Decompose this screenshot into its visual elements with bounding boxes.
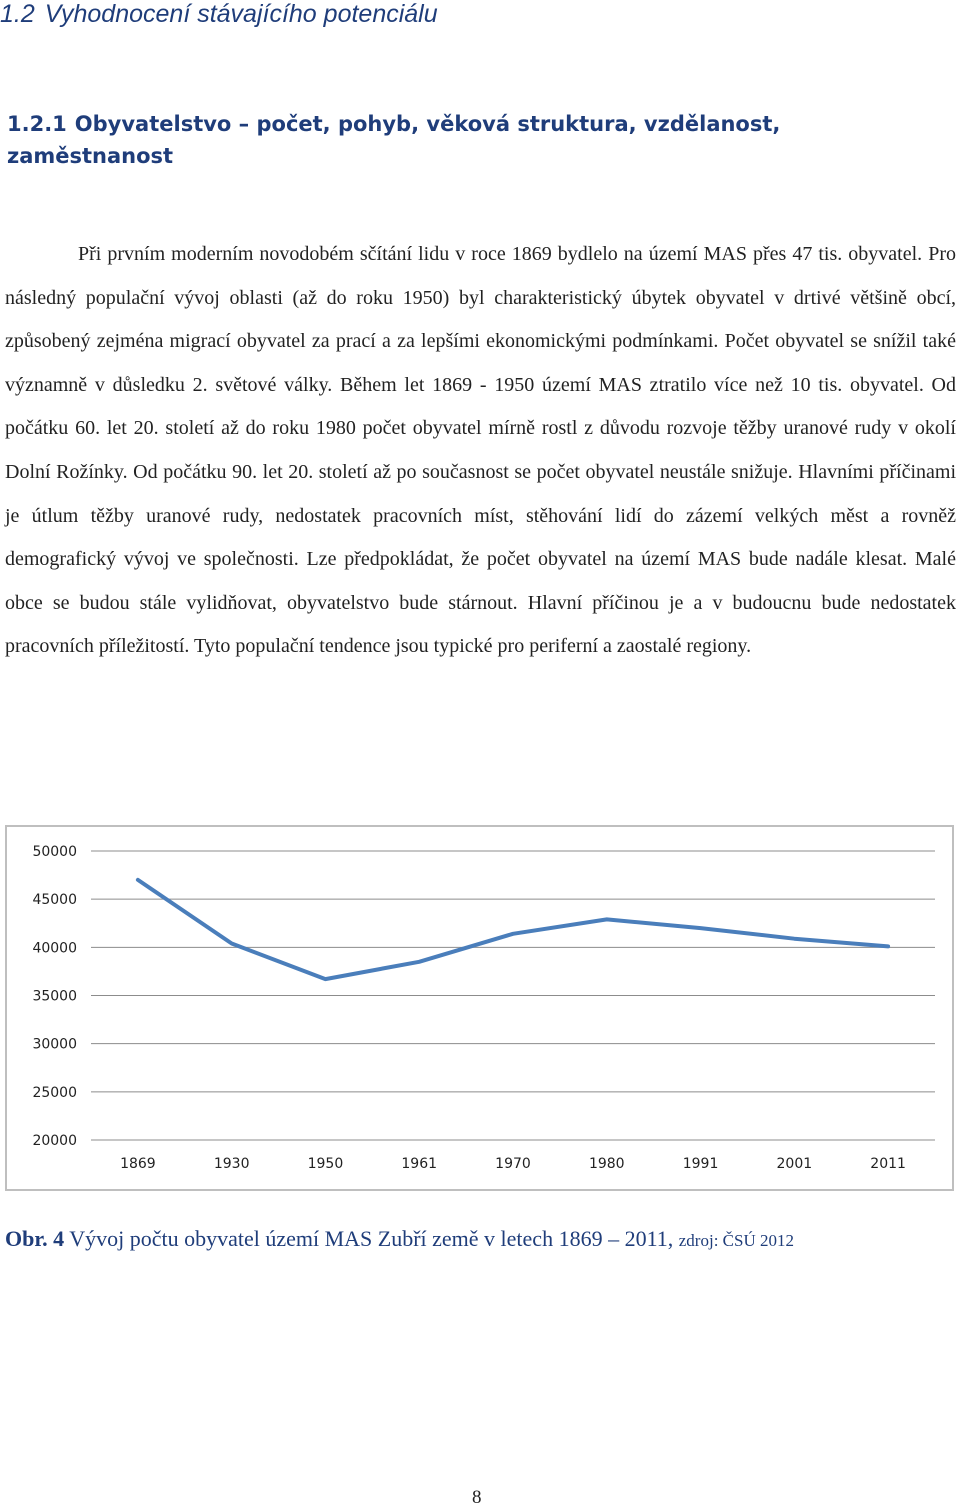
x-tick-label: 1980 <box>588 1156 625 1172</box>
section-heading <box>0 0 438 29</box>
y-tick-label: 45000 <box>32 892 77 909</box>
subsection-number: 1.2.1 <box>7 112 67 136</box>
x-tick-label: 1930 <box>213 1156 250 1172</box>
x-tick-label: 2011 <box>870 1156 906 1172</box>
section-number: 1.2 <box>0 0 35 28</box>
x-axis-ticks <box>120 1156 906 1172</box>
series-layer <box>138 880 888 979</box>
y-tick-label: 25000 <box>32 1084 77 1101</box>
gridlines <box>91 851 935 1140</box>
y-axis-ticks <box>32 844 77 1149</box>
y-tick-label: 35000 <box>32 988 77 1005</box>
line-chart-svg <box>7 827 952 1189</box>
page-number: 8 <box>472 1487 482 1508</box>
y-tick-label: 40000 <box>32 940 77 957</box>
y-tick-label: 20000 <box>32 1133 77 1149</box>
body-paragraph: Při prvním moderním novodobém sčítání lidu v roce 1869 bydlelo na území MAS přes 47 tis. obyvatel. Pro následný populační vývoj oblasti (až do roku 1950) byl charakteristický úbytek obyvatel v drtivé většině obcí, způsobený zejména migrací obyvatel za prací a za lepšími ekonomickými podmínkami. Počet obyvatel se snížil také významně v důsledku 2. světové války. Během let 1869 - 1950 území MAS ztratilo více než 10 tis. obyvatel. Od počátku 60. let 20. století až do roku 1980 počet obyvatel mírně rostl z důvodu rozvoje těžby uranové rudy v okolí Dolní Rožínky. Od počátku 90. let 20. století až po současnost se počet obyvatel neustále snižuje. Hlavními příčinami je útlum těžby uranové rudy, nedostatek pracovních míst, stěhování lidí do zázemí velkých měst a rovněž demografický vývoj ve společnosti. Lze předpokládat, že počet obyvatel na území MAS bude nadále klesat. Malé obce se budou stále vylidňovat, obyvatelstvo bude stárnout. Hlavní příčinou je a v budoucnu bude nedostatek pracovních příležitostí. Tyto populační tendence jsou typické pro periferní a zaostalé regiony. <box>5 243 956 658</box>
x-tick-label: 1961 <box>401 1156 438 1172</box>
x-tick-label: 1950 <box>307 1156 344 1172</box>
y-tick-label: 30000 <box>32 1036 77 1053</box>
caption-label: Obr. 4 <box>5 1226 65 1251</box>
x-tick-label: 2001 <box>776 1156 813 1172</box>
y-tick-label: 50000 <box>32 844 77 860</box>
population-chart <box>5 825 954 1191</box>
caption-source: zdroj: ČSÚ 2012 <box>678 1231 794 1250</box>
x-tick-label: 1970 <box>495 1156 531 1172</box>
x-tick-label: 1869 <box>120 1156 156 1172</box>
subsection-heading <box>7 108 907 172</box>
section-title: Vyhodnocení stávajícího potenciálu <box>44 0 438 28</box>
series-line <box>138 880 888 979</box>
figure-caption <box>5 1226 794 1252</box>
x-tick-label: 1991 <box>682 1156 719 1172</box>
subsection-title: Obyvatelstvo – počet, pohyb, věková struktura, vzdělanost, zaměstnanost <box>7 112 781 168</box>
caption-text: Vývoj počtu obyvatel území MAS Zubří země v letech 1869 – 2011, <box>64 1226 679 1251</box>
